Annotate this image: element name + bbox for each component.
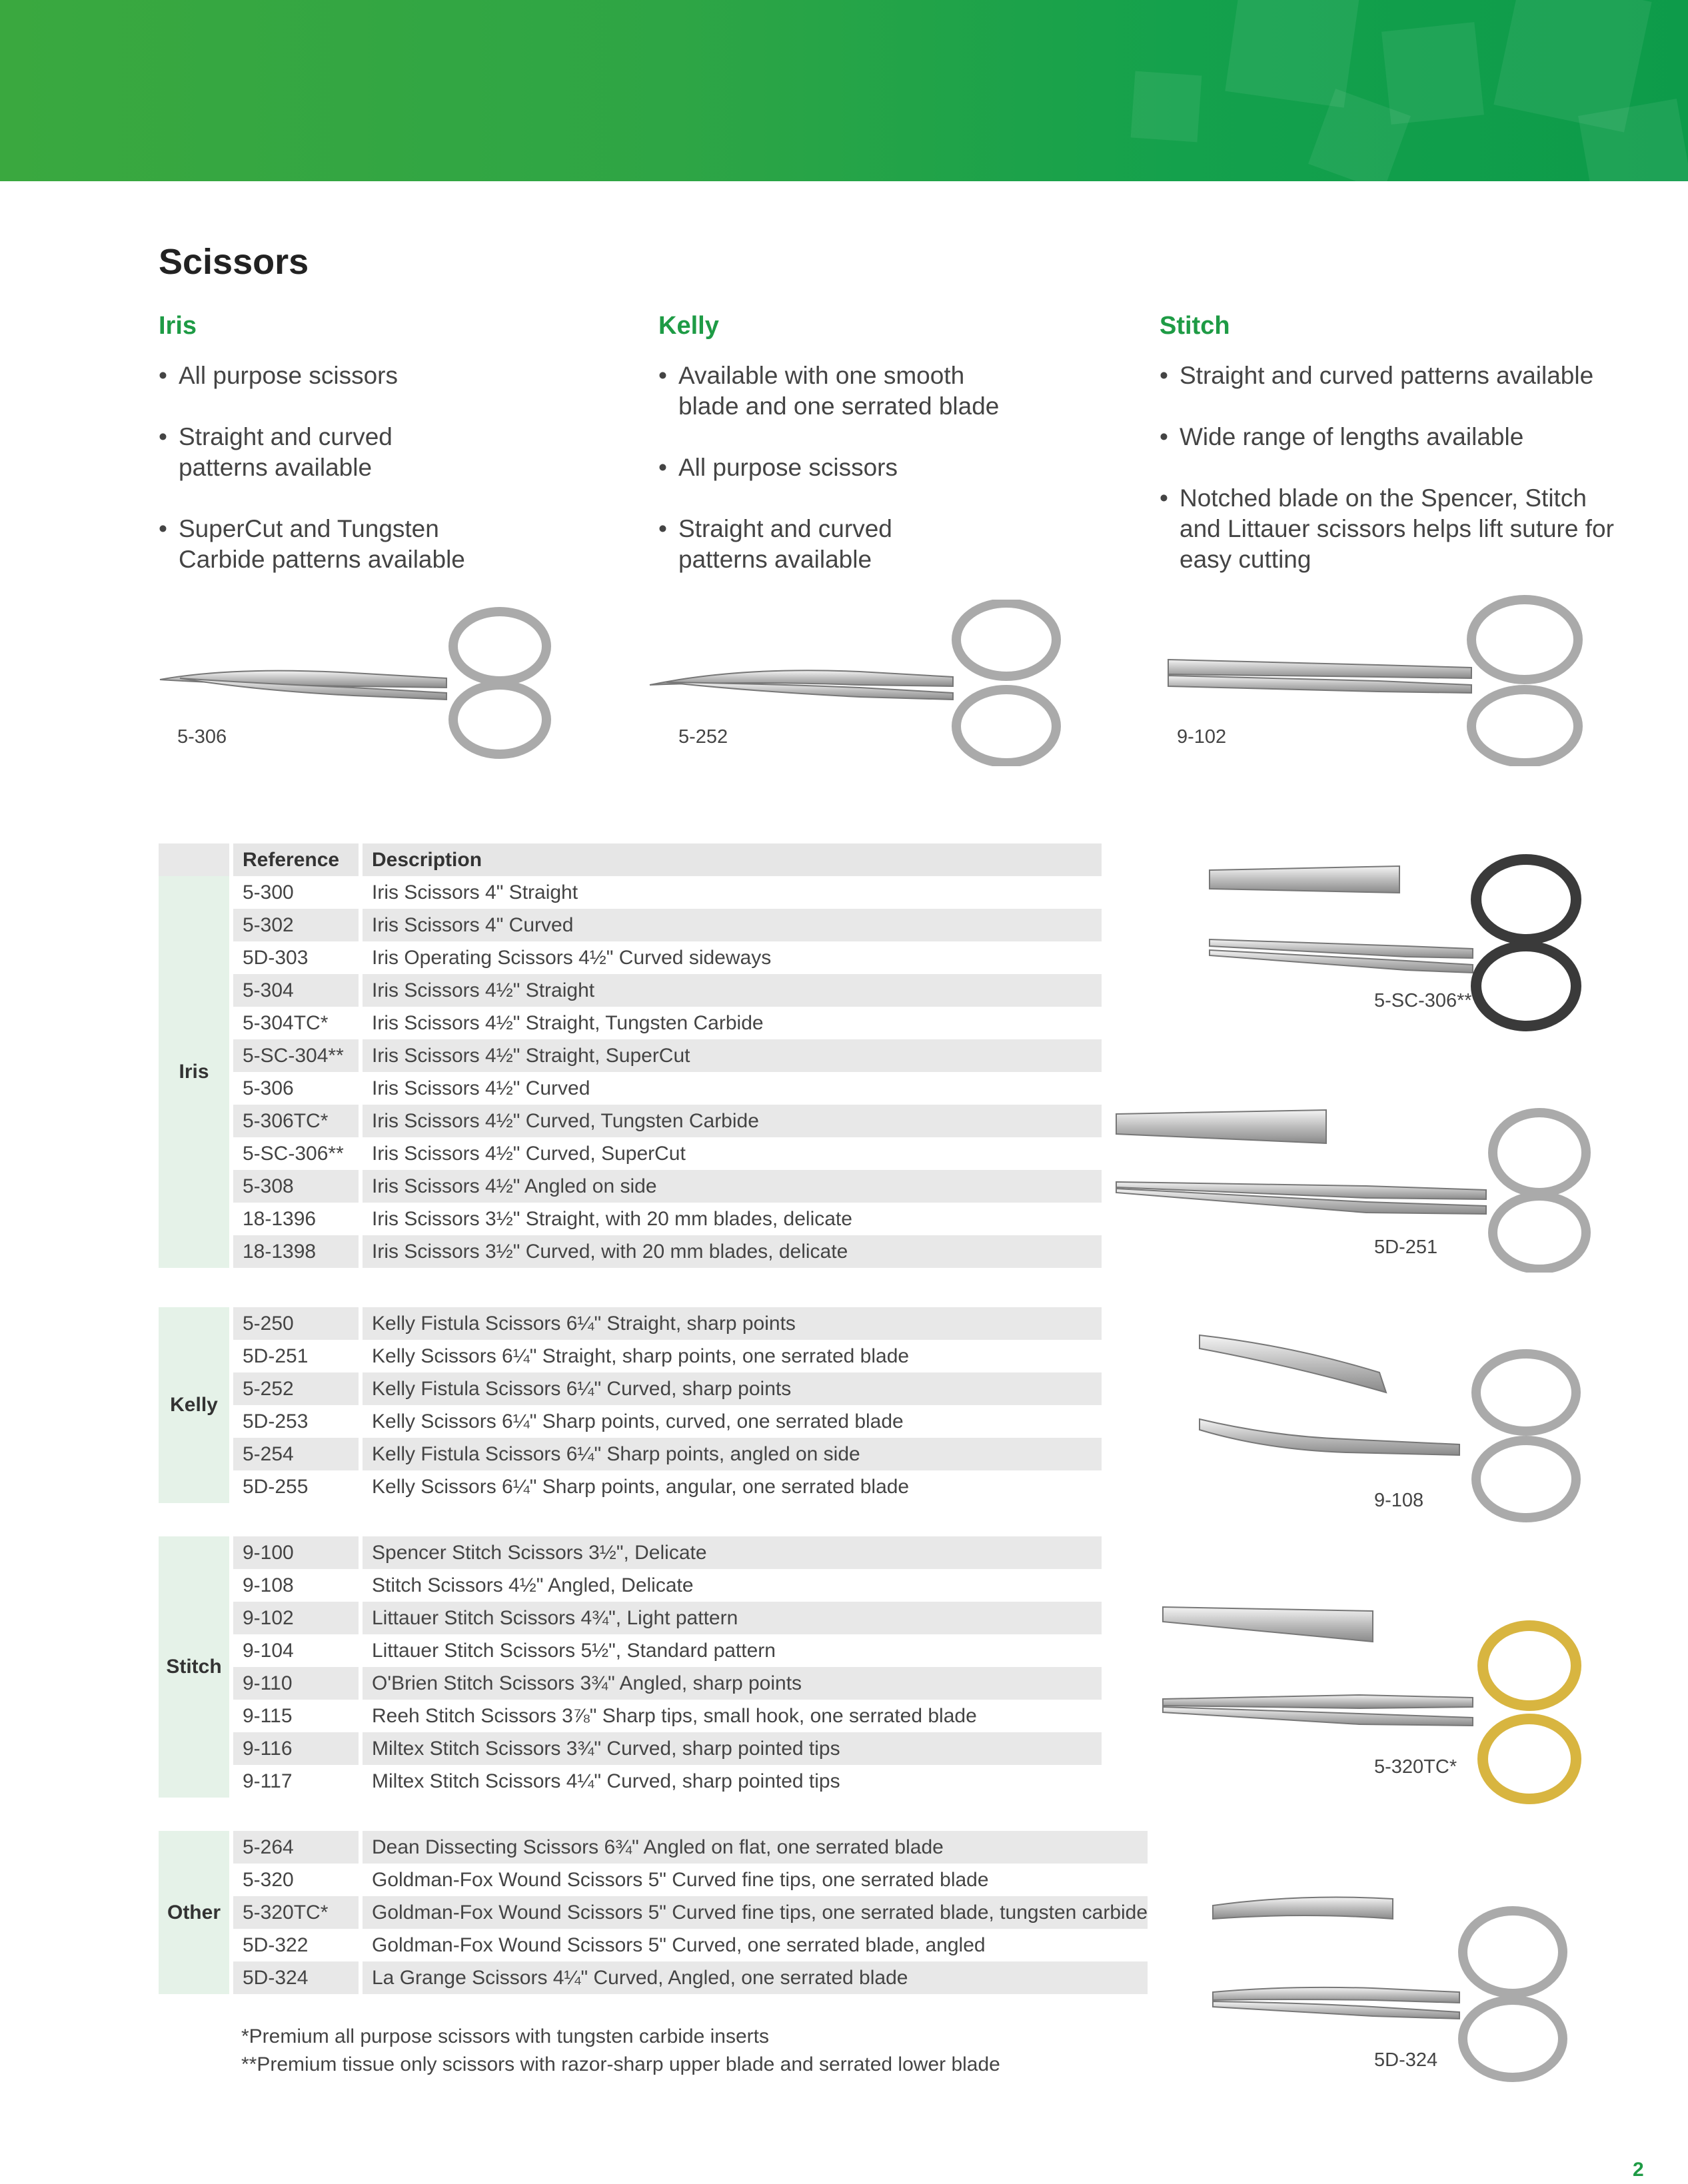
reference-cell: 18-1396 [231, 1203, 361, 1235]
table-row [159, 1137, 1102, 1170]
category-kelly [658, 312, 1125, 606]
footnotes [241, 2023, 1000, 2079]
table-row [159, 1307, 1102, 1340]
table-row [159, 1405, 1102, 1438]
page-title: Scissors [159, 242, 309, 282]
table-row [159, 1732, 1102, 1765]
table-row [159, 1700, 1102, 1732]
column-header-reference: Reference [231, 843, 361, 876]
image-caption: 5D-324 [1374, 2049, 1438, 2071]
reference-cell: 5-SC-306** [231, 1137, 361, 1170]
description-cell: Goldman-Fox Wound Scissors 5" Curved fine tips, one serrated blade [361, 1864, 1148, 1896]
table-row [159, 1831, 1148, 1864]
table-row [159, 1634, 1102, 1667]
reference-cell: 5-300 [231, 876, 361, 909]
reference-cell: 9-104 [231, 1634, 361, 1667]
description-cell: Kelly Fistula Scissors 6¼" Sharp points, angled on side [361, 1438, 1102, 1470]
image-caption: 9-102 [1177, 726, 1227, 748]
description-cell: Goldman-Fox Wound Scissors 5" Curved, one serrated blade, angled [361, 1929, 1148, 1961]
bullet: • All purpose scissors [159, 360, 552, 391]
reference-cell: 5-252 [231, 1372, 361, 1405]
scissors-image-9-102 [1165, 593, 1591, 766]
image-caption: 5D-251 [1374, 1237, 1438, 1258]
description-cell: Stitch Scissors 4½" Angled, Delicate [361, 1569, 1102, 1602]
table-row [159, 1667, 1102, 1700]
image-caption: 9-108 [1374, 1490, 1424, 1511]
reference-table-stitch [159, 1536, 1102, 1798]
category-title: Kelly [658, 312, 719, 340]
reference-cell: 9-108 [231, 1569, 361, 1602]
table-row [159, 1569, 1102, 1602]
table-row [159, 1961, 1148, 1994]
table-row [159, 1170, 1102, 1203]
column-header-description: Description [361, 843, 1102, 876]
reference-cell: 9-116 [231, 1732, 361, 1765]
category-stitch [1160, 312, 1626, 606]
table-row [159, 941, 1102, 974]
reference-cell: 5D-251 [231, 1340, 361, 1372]
reference-cell: 5-250 [231, 1307, 361, 1340]
scissors-image-5-320tc [1160, 1599, 1593, 1812]
reference-cell: 5-320 [231, 1864, 361, 1896]
table-row [159, 1340, 1102, 1372]
table-row [159, 1864, 1148, 1896]
reference-cell: 5-SC-304** [231, 1039, 361, 1072]
category-title: Iris [159, 312, 197, 340]
description-cell: Kelly Scissors 6¼" Sharp points, angular, one serrated blade [361, 1470, 1102, 1503]
reference-table-iris [159, 843, 1102, 1268]
description-cell: Iris Scissors 4½" Curved, SuperCut [361, 1137, 1102, 1170]
bullet: • Straight and curved patterns available [658, 514, 945, 575]
description-cell: Iris Scissors 4" Straight [361, 876, 1102, 909]
table-row [159, 1896, 1148, 1929]
reference-table-other [159, 1831, 1148, 1994]
description-cell: Iris Scissors 3½" Straight, with 20 mm blades, delicate [361, 1203, 1102, 1235]
table-body [159, 876, 1102, 1268]
description-cell: Kelly Scissors 6¼" Straight, sharp points, one serrated blade [361, 1340, 1102, 1372]
description-cell: La Grange Scissors 4¼" Curved, Angled, one serrated blade [361, 1961, 1148, 1994]
table-row [159, 1929, 1148, 1961]
description-cell: Dean Dissecting Scissors 6¾" Angled on flat, one serrated blade [361, 1831, 1148, 1864]
reference-cell: 5-264 [231, 1831, 361, 1864]
bullet: • SuperCut and Tungsten Carbide patterns available [159, 514, 498, 575]
reference-cell: 5D-322 [231, 1929, 361, 1961]
image-caption: 5-252 [678, 726, 728, 748]
table-body [159, 1831, 1148, 1994]
description-cell: Iris Scissors 3½" Curved, with 20 mm blades, delicate [361, 1235, 1102, 1268]
reference-cell: 5-306TC* [231, 1105, 361, 1137]
bullet: • Straight and curved patterns available [159, 422, 445, 483]
bullet: • All purpose scissors [658, 452, 1025, 483]
description-cell: Iris Scissors 4½" Straight, SuperCut [361, 1039, 1102, 1072]
description-cell: Littauer Stitch Scissors 4¾", Light pattern [361, 1602, 1102, 1634]
image-caption: 5-SC-306** [1374, 990, 1472, 1011]
reference-table-kelly [159, 1307, 1102, 1503]
category-iris [159, 312, 625, 606]
reference-cell: 5D-324 [231, 1961, 361, 1994]
table-body [159, 1536, 1102, 1798]
reference-cell: 5-308 [231, 1170, 361, 1203]
footnote: **Premium tissue only scissors with razor-sharp upper blade and serrated lower blade [241, 2053, 1000, 2075]
reference-cell: 9-110 [231, 1667, 361, 1700]
table-row [159, 1235, 1102, 1268]
group-label: Stitch [159, 1536, 231, 1798]
description-cell: Iris Scissors 4½" Straight, Tungsten Carbide [361, 1007, 1102, 1039]
description-cell: Iris Scissors 4½" Straight [361, 974, 1102, 1007]
table-row [159, 909, 1102, 941]
description-cell: Iris Operating Scissors 4½" Curved sideways [361, 941, 1102, 974]
reference-cell: 18-1398 [231, 1235, 361, 1268]
group-label: Iris [159, 876, 231, 1268]
table-row [159, 876, 1102, 909]
reference-cell: 5-304 [231, 974, 361, 1007]
bullet: • Notched blade on the Spencer, Stitch and Littauer scissors helps lift suture for easy cutting [1160, 483, 1619, 575]
reference-cell: 5-306 [231, 1072, 361, 1105]
description-cell: Spencer Stitch Scissors 3½", Delicate [361, 1536, 1102, 1569]
table-row [159, 1007, 1102, 1039]
bullet: • Straight and curved patterns available [1160, 360, 1639, 391]
scissors-image-5d-251 [1113, 1099, 1599, 1273]
description-cell: Miltex Stitch Scissors 4¼" Curved, sharp pointed tips [361, 1765, 1102, 1798]
table-row [159, 1765, 1102, 1798]
table-row [159, 1039, 1102, 1072]
reference-cell: 9-115 [231, 1700, 361, 1732]
description-cell: Kelly Scissors 6¼" Sharp points, curved, one serrated blade [361, 1405, 1102, 1438]
reference-cell: 5D-255 [231, 1470, 361, 1503]
table-row [159, 1438, 1102, 1470]
image-caption: 5-320TC* [1374, 1756, 1457, 1778]
table-row [159, 1203, 1102, 1235]
group-label: Kelly [159, 1307, 231, 1503]
reference-cell: 5-254 [231, 1438, 361, 1470]
table-row [159, 974, 1102, 1007]
reference-cell: 5-304TC* [231, 1007, 361, 1039]
description-cell: Iris Scissors 4" Curved [361, 909, 1102, 941]
description-cell: Kelly Fistula Scissors 6¼" Curved, sharp points [361, 1372, 1102, 1405]
table-body [159, 1307, 1102, 1503]
image-caption: 5-306 [177, 726, 227, 748]
table-row [159, 1536, 1102, 1569]
table-header-row [159, 843, 1102, 876]
reference-cell: 9-100 [231, 1536, 361, 1569]
description-cell: O'Brien Stitch Scissors 3¾" Angled, sharp points [361, 1667, 1102, 1700]
table-row [159, 1372, 1102, 1405]
description-cell: Iris Scissors 4½" Curved, Tungsten Carbide [361, 1105, 1102, 1137]
reference-cell: 9-102 [231, 1602, 361, 1634]
description-cell: Goldman-Fox Wound Scissors 5" Curved fine tips, one serrated blade, tungsten carbide [361, 1896, 1148, 1929]
description-cell: Reeh Stitch Scissors 3⅞" Sharp tips, small hook, one serrated blade [361, 1700, 1102, 1732]
category-title: Stitch [1160, 312, 1230, 340]
group-label: Other [159, 1831, 231, 1994]
bullet: • Available with one smooth blade and one serrated blade [658, 360, 1025, 422]
description-cell: Kelly Fistula Scissors 6¼" Straight, sharp points [361, 1307, 1102, 1340]
reference-cell: 5D-303 [231, 941, 361, 974]
reference-cell: 9-117 [231, 1765, 361, 1798]
bullet: • Wide range of lengths available [1160, 422, 1639, 452]
table-row [159, 1602, 1102, 1634]
reference-cell: 5D-253 [231, 1405, 361, 1438]
description-cell: Iris Scissors 4½" Angled on side [361, 1170, 1102, 1203]
description-cell: Miltex Stitch Scissors 3¾" Curved, sharp pointed tips [361, 1732, 1102, 1765]
page-number: 2 [1633, 2159, 1644, 2181]
reference-cell: 5-320TC* [231, 1896, 361, 1929]
description-cell: Iris Scissors 4½" Curved [361, 1072, 1102, 1105]
table-row [159, 1072, 1102, 1105]
reference-cell: 5-302 [231, 909, 361, 941]
footnote: *Premium all purpose scissors with tungsten carbide inserts [241, 2025, 769, 2047]
table-row [159, 1470, 1102, 1503]
description-cell: Littauer Stitch Scissors 5½", Standard pattern [361, 1634, 1102, 1667]
table-row [159, 1105, 1102, 1137]
header-banner [0, 0, 1688, 181]
